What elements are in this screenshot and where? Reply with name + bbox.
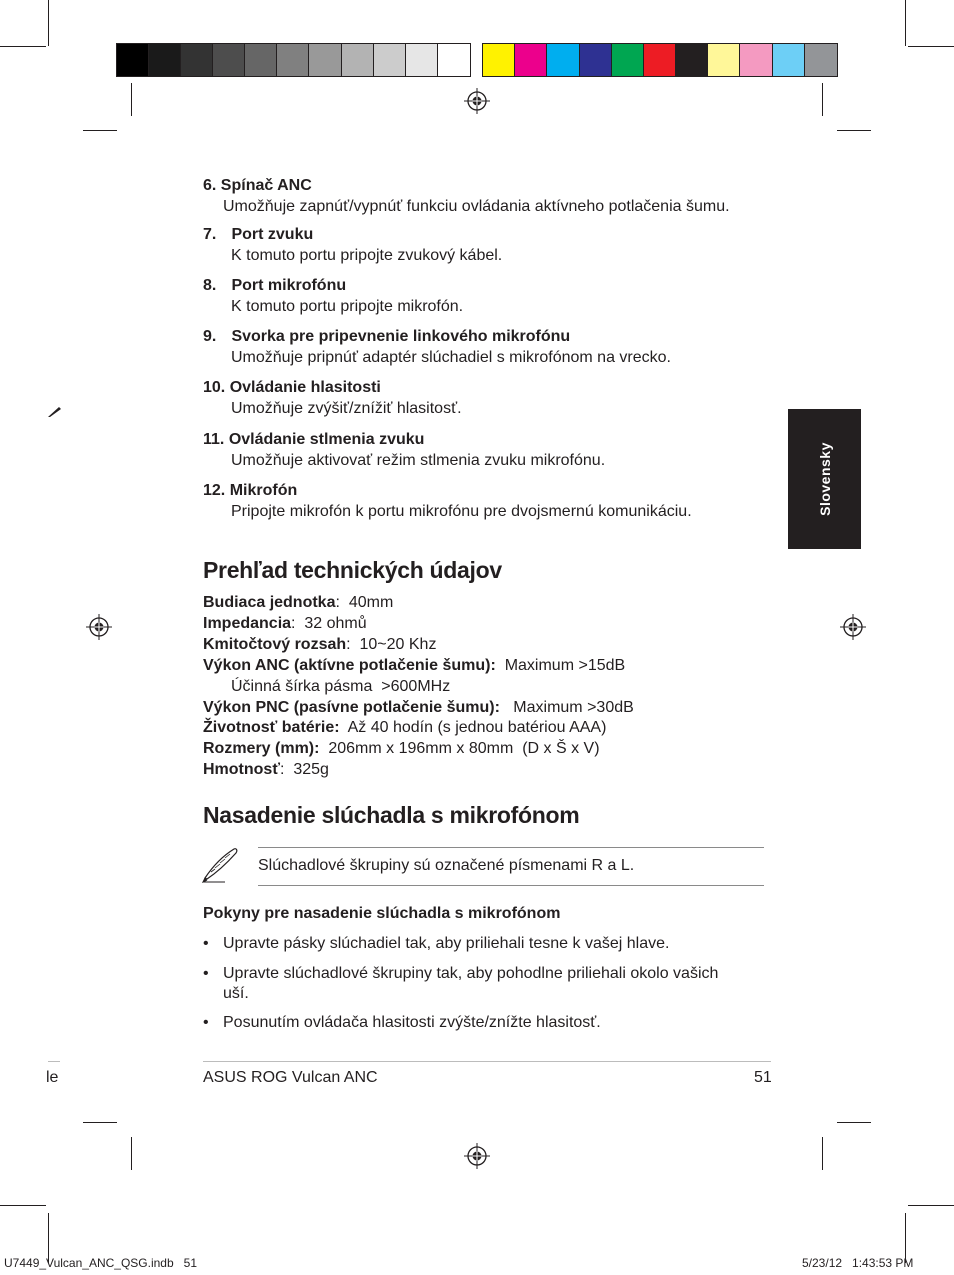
grayscale-color-bar [116,43,471,77]
color-swatch [805,44,837,76]
crop-mark [822,83,823,116]
note-top-rule [258,847,764,848]
footer-title: ASUS ROG Vulcan ANC [203,1069,378,1086]
color-swatch [676,44,708,76]
color-swatch [708,44,740,76]
color-swatch [612,44,644,76]
slug-timestamp: 5/23/12 1:43:53 PM [802,1256,914,1270]
color-swatch [213,44,245,76]
spec-row [203,759,329,780]
spec-value: Až 40 hodín (s jednou batériou AAA) [347,719,607,736]
item-title: Mikrofón [229,482,298,499]
note-bottom-rule [258,885,764,886]
spec-row [231,676,450,697]
pen-mark-icon [47,404,63,418]
item-title: Svorka pre pripevnenie linkového mikrofónu [231,328,571,345]
instruction-bullet [203,1013,763,1033]
item-title: Spínač ANC [220,177,312,194]
spec-label: Rozmery (mm): [203,740,320,757]
crop-mark [83,1122,117,1123]
registration-crosshair-icon [840,614,866,640]
spec-label: Budiaca jednotka [203,594,336,611]
slug-file-info: U7449_Vulcan_ANC_QSG.indb 51 [4,1256,198,1270]
color-swatch [547,44,579,76]
spec-separator [496,657,505,674]
spec-label: Výkon ANC (aktívne potlačenie šumu): [203,657,496,674]
spec-value: Maximum >30dB [513,699,634,716]
crop-mark [83,130,117,131]
registration-crosshair-icon [86,614,112,640]
spec-separator: : [280,761,294,778]
instruction-bullet [203,964,763,1004]
bullet-dot: • [203,935,209,952]
instructions-title: Pokyny pre nasadenie slúchadla s mikrofónom [203,905,561,922]
spec-value: 325g [293,761,329,778]
item-description: Pripojte mikrofón k portu mikrofónu pre dvojsmernú komunikáciu. [231,503,692,520]
spec-label: Životnosť batérie: [203,719,340,736]
spec-row [203,717,606,738]
item-number: 7. [203,226,217,243]
item-description: K tomuto portu pripojte mikrofón. [231,298,464,315]
registration-crosshair-icon [464,1143,490,1169]
crop-mark [905,0,906,46]
crop-mark [837,1122,871,1123]
crop-mark [822,1137,823,1170]
item-description: Umožňuje pripnúť adaptér slúchadiel s mikrofónom na vrecko. [231,349,671,366]
bullet-text: Posunutím ovládača hlasitosti zvýšte/znížte hlasitosť. [223,1014,601,1031]
item-number: 11. [203,431,225,448]
specs-heading: Prehľad technických údajov [203,557,502,583]
spec-value: 10~20 Khz [359,636,437,653]
registration-crosshair-icon [464,88,490,114]
spec-value: 32 ohmů [304,615,367,632]
spec-row [203,634,436,655]
color-swatch [342,44,374,76]
crop-mark [908,46,954,47]
item-number: 8. [203,277,217,294]
spec-separator [340,719,348,736]
page-number: 51 [754,1069,772,1086]
spec-separator: : [335,594,349,611]
item-number: 6. [203,177,217,194]
bullet-dot: • [203,965,209,982]
spec-value: Účinná šírka pásma >600MHz [231,678,451,695]
item-title: Ovládanie stlmenia zvuku [228,431,425,448]
color-swatch [117,44,149,76]
bullet-text: Upravte pásky slúchadiel tak, aby priliehali tesne k vašej hlave. [223,935,670,952]
spec-label: Impedancia [203,615,292,632]
item-title: Ovládanie hlasitosti [229,379,381,396]
spec-label: Hmotnosť [203,761,280,778]
pen-note-icon [201,845,241,883]
item-description: Umožňuje zapnúť/vypnúť funkciu ovládania aktívneho potlačenia šumu. [223,198,730,215]
crop-mark [131,83,132,116]
color-swatch [483,44,515,76]
language-side-tab [788,409,861,549]
spec-value: 40mm [348,594,394,611]
feature-item-9 [203,326,803,368]
bullet-text: Upravte slúchadlové škrupiny tak, aby pohodlne priliehali okolo vašich uší. [223,965,719,1002]
color-swatch [374,44,406,76]
color-swatch [773,44,805,76]
spec-label: Výkon PNC (pasívne potlačenie šumu): [203,699,500,716]
feature-item-7 [203,224,803,266]
spec-row [203,697,634,718]
spec-row [203,738,600,759]
item-description: Umožňuje aktivovať režim stlmenia zvuku mikrofónu. [231,452,606,469]
language-tab-label: Slovensky [816,442,833,516]
spec-separator: : [346,636,360,653]
item-number: 10. [203,379,226,396]
feature-item-10 [203,377,803,419]
spec-separator: : [291,615,305,632]
feature-item-11 [203,429,803,471]
crop-mark [837,130,871,131]
wear-heading: Nasadenie slúchadla s mikrofónom [203,802,580,828]
crop-mark [908,1205,954,1206]
color-swatch [580,44,612,76]
spec-value: Maximum >15dB [504,657,626,674]
color-swatch [181,44,213,76]
color-swatch [406,44,438,76]
color-swatch [438,44,470,76]
process-color-bar [482,43,838,77]
color-swatch [149,44,181,76]
color-swatch [245,44,277,76]
color-swatch [515,44,547,76]
spec-row [203,655,625,676]
color-swatch [277,44,309,76]
color-swatch [740,44,772,76]
footer-left-fragment: le [46,1069,59,1086]
footer-rule [203,1061,771,1062]
feature-item-6 [203,175,803,217]
spec-value: 206mm x 196mm x 80mm (D x Š x V) [328,740,600,757]
item-number: 9. [203,328,217,345]
bullet-dot: • [203,1014,209,1031]
crop-mark [0,1205,46,1206]
instruction-bullet [203,934,763,954]
item-title: Port zvuku [231,226,314,243]
color-swatch [309,44,341,76]
color-swatch [644,44,676,76]
note-text: Slúchadlové škrupiny sú označené písmenami R a L. [258,857,635,874]
spec-label: Kmitočtový rozsah [203,636,347,653]
spec-row [203,613,367,634]
item-description: K tomuto portu pripojte zvukový kábel. [231,247,503,264]
crop-mark [131,1137,132,1170]
crop-mark [0,46,46,47]
crop-mark [48,0,49,46]
spec-row [203,592,393,613]
feature-item-12 [203,480,803,522]
left-margin-rule [48,1061,60,1062]
item-description: Umožňuje zvýšiť/znížiť hlasitosť. [231,400,462,417]
item-title: Port mikrofónu [231,277,347,294]
spec-separator [500,699,513,716]
feature-item-8 [203,275,803,317]
item-number: 12. [203,482,226,499]
